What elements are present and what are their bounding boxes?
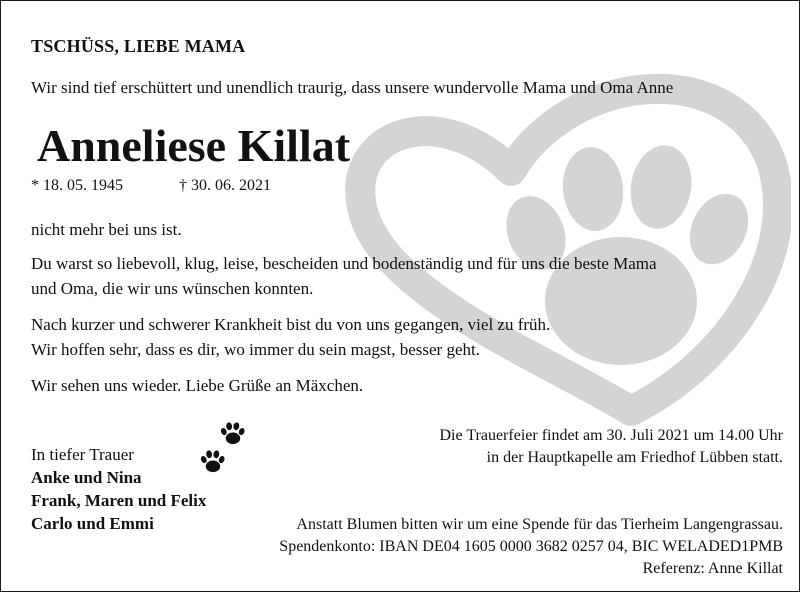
birth-date: * 18. 05. 1945 bbox=[31, 177, 123, 194]
mourners-block bbox=[31, 443, 206, 535]
paragraph bbox=[31, 217, 182, 242]
mourner-name: Frank, Maren und Felix bbox=[31, 491, 207, 510]
ceremony-line: in der Hauptkapelle am Friedhof Lübben statt. bbox=[486, 449, 783, 466]
ceremony-info bbox=[440, 425, 784, 469]
donation-reference: Referenz: Anne Killat bbox=[642, 560, 783, 577]
paragraph-line: nicht mehr bei uns ist. bbox=[31, 220, 182, 239]
paw-icon bbox=[199, 448, 226, 475]
mourner-name: Carlo und Emmi bbox=[31, 514, 154, 533]
paragraph-line: Wir hoffen sehr, dass es dir, wo immer du sein magst, besser geht. bbox=[31, 340, 480, 359]
donation-request: Anstatt Blumen bitten wir um eine Spende für das Tierheim Langengrassau. bbox=[296, 516, 783, 533]
donation-account: Spendenkonto: IBAN DE04 1605 0000 3682 0257 04, BIC WELADED1PMB bbox=[279, 538, 783, 555]
paragraph bbox=[31, 312, 550, 362]
paragraph bbox=[31, 251, 657, 301]
paragraph-line: Nach kurzer und schwerer Krankheit bist du von uns gegangen, viel zu früh. bbox=[31, 315, 551, 334]
paragraph-line: Wir sehen uns wieder. Liebe Grüße an Mäxchen. bbox=[31, 376, 364, 395]
paragraph-line: Du warst so liebevoll, klug, leise, bescheiden und bodenständig und für uns die beste Mama bbox=[31, 254, 657, 273]
paragraph bbox=[31, 373, 363, 398]
notice-heading: TSCHÜSS, LIEBE MAMA bbox=[31, 36, 246, 56]
mourners-intro: In tiefer Trauer bbox=[31, 445, 134, 464]
donation-info bbox=[279, 514, 783, 580]
ceremony-line: Die Trauerfeier findet am 30. Juli 2021 um 14.00 Uhr bbox=[439, 427, 783, 444]
paw-icon bbox=[219, 420, 246, 447]
mourner-name: Anke und Nina bbox=[31, 468, 142, 487]
intro-text: Wir sind tief erschüttert und unendlich traurig, dass unsere wundervolle Mama und Oma Anne bbox=[31, 78, 674, 97]
paragraph-line: und Oma, die wir uns wünschen konnten. bbox=[31, 279, 314, 298]
deceased-name: Anneliese Killat bbox=[37, 120, 351, 171]
death-date: † 30. 06. 2021 bbox=[179, 177, 271, 194]
